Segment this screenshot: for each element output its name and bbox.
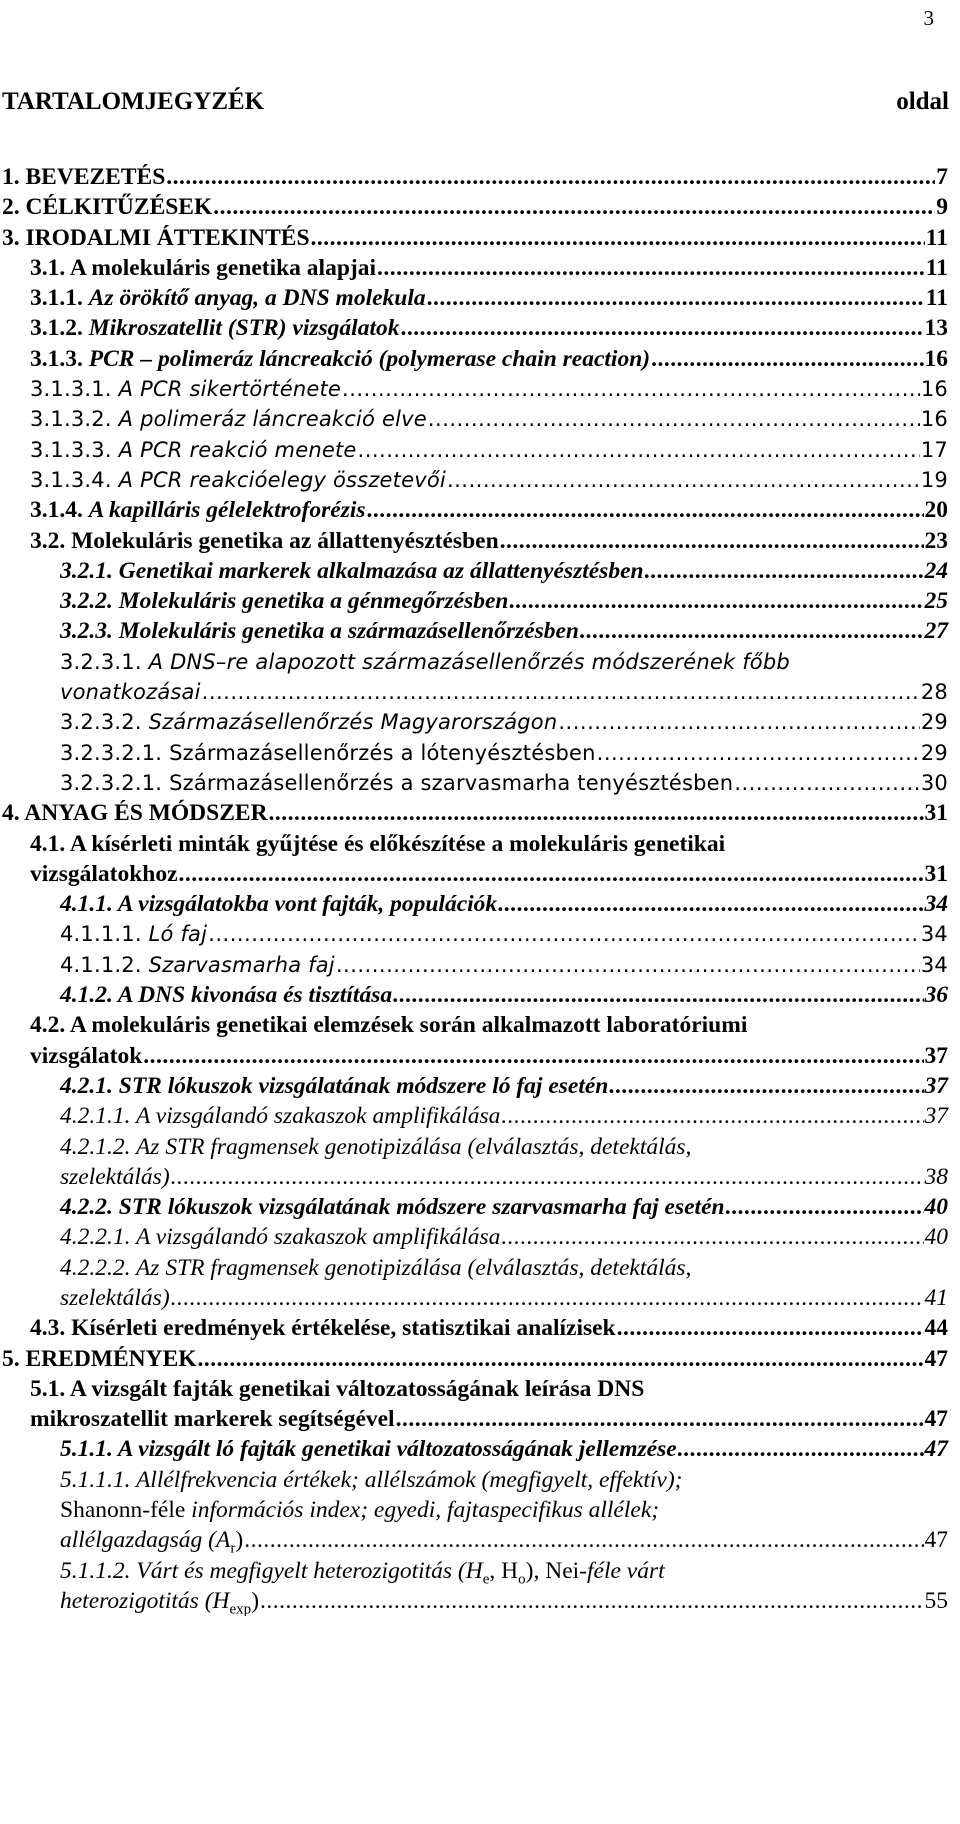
- subscript: o: [518, 1571, 526, 1588]
- toc-entry-title: Molekuláris genetika az állattenyésztésben: [71, 527, 499, 554]
- toc-entry-title: A DNS–re alapozott származásellenőrzés módszerének főbb: [148, 649, 790, 674]
- toc-entry-page: 34: [920, 952, 948, 977]
- toc-entry-title: STR lókuszok vizsgálatának módszere szarvasmarha faj esetén: [118, 1194, 725, 1221]
- symbol: , H: [489, 1557, 519, 1584]
- toc-entry-page: 47: [924, 1406, 948, 1433]
- toc-entry-title: Mikroszatellit (STR) vizsgálatok: [88, 315, 400, 342]
- toc-entry-number: 4.1.1.: [60, 891, 113, 918]
- toc-entry-title: Allélfrekvencia értékek; allélszámok (megfigyelt, effektív);: [135, 1466, 683, 1493]
- toc-entry-page: 38: [924, 1163, 948, 1190]
- toc-entry-page: 36: [924, 982, 948, 1009]
- toc-entry-title-part: információs index; egyedi, fajtaspecifikus allélek;: [191, 1497, 660, 1524]
- toc-entry-title-continued: vizsgálatokhoz: [30, 860, 178, 887]
- toc-entry-number: 5.1.: [30, 1375, 66, 1402]
- toc-entry[interactable]: [0, 556, 950, 586]
- toc-entry-number: 5.1.1.1.: [60, 1466, 131, 1493]
- toc-entry-page: 16: [924, 345, 948, 372]
- toc-entry-title: A PCR reakcióelegy összetevői: [118, 467, 446, 492]
- toc-entry-title-part: ): [251, 1587, 260, 1614]
- toc-entry[interactable]: [0, 1071, 950, 1101]
- toc-entry-number: 3.1.3.4.: [30, 467, 112, 492]
- toc-entry[interactable]: [0, 980, 950, 1010]
- toc-entry-page: 30: [920, 770, 948, 795]
- toc-entry[interactable]: [0, 798, 950, 828]
- toc-entry-title: A molekuláris genetikai elemzések során alkalmazott laboratóriumi: [69, 1012, 748, 1039]
- toc-entry-number: 3.2.2.: [60, 588, 113, 615]
- toc-entry-number: 3.2.1.: [60, 557, 113, 584]
- toc-entry[interactable]: [0, 435, 950, 465]
- toc-entry-number: 5.: [2, 1345, 20, 1372]
- toc-entry-page: 16: [920, 377, 948, 402]
- toc-entry-page: 29: [920, 740, 948, 765]
- toc-entry-page: 41: [924, 1284, 948, 1311]
- toc-entry-title: A molekuláris genetika alapjai: [69, 254, 377, 281]
- toc-entry[interactable]: [0, 1344, 950, 1374]
- toc-entry[interactable]: [0, 1434, 950, 1464]
- toc-entry-title-continued: vonatkozásai: [60, 680, 201, 705]
- toc-entry[interactable]: [0, 616, 950, 646]
- subscript: exp: [229, 1601, 252, 1617]
- toc-entry-number: 2.: [2, 194, 20, 221]
- toc-entry-number: 4.2.1.1.: [60, 1103, 131, 1130]
- toc-entry[interactable]: [0, 526, 950, 556]
- toc-entry-number: 3.: [2, 224, 20, 251]
- toc-entry-number: 4.2.1.: [60, 1072, 113, 1099]
- toc-entry-number: 4.1.2.: [60, 982, 113, 1009]
- toc-entry-title: ANYAG ÉS MÓDSZER: [24, 800, 268, 827]
- symbol: A: [216, 1527, 231, 1554]
- toc-entry[interactable]: [0, 374, 950, 404]
- toc-entry-page: 11: [925, 285, 948, 312]
- toc-entry-page: 37: [924, 1042, 948, 1069]
- toc-entry-title: EREDMÉNYEK: [25, 1345, 197, 1372]
- toc-entry-page: 11: [925, 254, 948, 281]
- toc-entry[interactable]: [0, 647, 950, 708]
- toc-entry-title: A polimeráz láncreakció elve: [118, 407, 427, 432]
- toc-entry[interactable]: [0, 1101, 950, 1131]
- toc-entry[interactable]: [0, 1253, 950, 1314]
- toc-entry-page: 17: [920, 437, 948, 462]
- toc-entry-number: 4.: [2, 800, 20, 827]
- toc-entry-title: A kapilláris gélelektroforézis: [88, 497, 366, 524]
- toc-entry-title: A PCR sikertörténete: [118, 377, 342, 402]
- toc-entry-number: 5.1.1.: [60, 1436, 113, 1463]
- subscript: e: [482, 1571, 490, 1588]
- toc-entry-page: 7: [936, 164, 948, 190]
- toc-header: [2, 88, 949, 116]
- symbol: H: [212, 1587, 230, 1614]
- toc-entry-number: 4.1.1.2.: [60, 952, 142, 977]
- toc-entry-page: 34: [924, 891, 948, 918]
- toc-entry-title: Szarvasmarha faj: [148, 952, 335, 977]
- toc-entry-title: A vizsgált fajták genetikai változatosságának leírása DNS: [69, 1375, 645, 1402]
- toc-entry-number: 4.3.: [30, 1315, 66, 1342]
- toc-entry-page: 9: [936, 194, 948, 221]
- toc-entry-title: Genetikai markerek alkalmazása az állattenyésztésben: [118, 557, 644, 584]
- page-column-label: oldal: [896, 88, 949, 115]
- toc-entry-number: 4.1.1.1.: [60, 922, 142, 947]
- subscript: r: [230, 1541, 236, 1556]
- toc-entry-page: 31: [924, 800, 948, 827]
- toc-entry-title: A vizsgálandó szakaszok amplifikálása: [135, 1103, 501, 1130]
- toc-entry-number: 3.2.3.1.: [60, 649, 142, 674]
- toc-entry-title-part: allélgazdagság (: [60, 1527, 217, 1554]
- toc-entry-number: 3.1.3.: [30, 345, 83, 372]
- toc-entry-title: Ló faj: [148, 922, 208, 947]
- toc-entry-number: 3.1.2.: [30, 315, 83, 342]
- toc-entry-title: Várt és megfigyelt heterozigotitás (: [136, 1557, 466, 1584]
- toc-entry-page: 28: [920, 680, 948, 705]
- toc-entry-title-part: Shanonn-féle: [60, 1497, 186, 1524]
- toc-entry-number: 3.2.: [30, 527, 66, 554]
- toc-entry-page: 23: [924, 527, 948, 554]
- toc-entry-title-part: ), Nei-: [525, 1557, 587, 1584]
- toc-entry[interactable]: [0, 1374, 950, 1435]
- toc-entry-title: Származásellenőrzés a lótenyésztésben: [169, 740, 596, 765]
- toc-entry-title: A vizsgálandó szakaszok amplifikálása: [135, 1224, 501, 1251]
- toc-entry[interactable]: [0, 586, 950, 616]
- toc-entry-number: 4.1.: [30, 830, 66, 857]
- toc-entry-number: 3.2.3.2.: [60, 710, 142, 735]
- toc-entry-title: Kísérleti eredmények értékelése, statisztikai analízisek: [71, 1315, 616, 1342]
- toc-entry-number: 3.1.3.3.: [30, 437, 112, 462]
- toc-entry[interactable]: [0, 162, 950, 192]
- toc-entry[interactable]: [0, 1192, 950, 1222]
- toc-entry-page: 47: [924, 1436, 948, 1463]
- toc-entry[interactable]: [0, 1313, 950, 1343]
- toc-entry-number: 4.2.2.2.: [60, 1254, 131, 1281]
- toc-entry[interactable]: [0, 1222, 950, 1252]
- toc-entry-number: 4.2.: [30, 1012, 66, 1039]
- toc-entry[interactable]: [0, 1556, 950, 1617]
- toc-entry[interactable]: [0, 707, 950, 737]
- toc-entry-number: 3.1.3.2.: [30, 407, 112, 432]
- toc-entry-number: 4.2.2.: [60, 1194, 113, 1221]
- toc-entry-title: Az örökítő anyag, a DNS molekula: [88, 285, 426, 312]
- toc-entry-number: 3.1.4.: [30, 497, 83, 524]
- toc-entry-title-part: heterozigotitás (: [60, 1587, 213, 1614]
- toc-entry[interactable]: [0, 1465, 950, 1556]
- toc-entry-number: 3.2.3.: [60, 618, 113, 645]
- toc-entry[interactable]: [0, 404, 950, 434]
- toc-entry-number: 3.2.3.2.1.: [60, 770, 163, 795]
- toc-entry[interactable]: [0, 889, 950, 919]
- toc-entry-title: IRODALMI ÁTTEKINTÉS: [25, 224, 310, 251]
- toc-entry-number: 3.1.: [30, 254, 66, 281]
- toc-entry-number: 3.1.1.: [30, 285, 83, 312]
- toc-entry-page: 16: [920, 407, 948, 432]
- toc-entry-title: Molekuláris genetika a származásellenőrzésben: [118, 618, 579, 645]
- toc-entry-page: 47: [924, 1527, 948, 1554]
- toc-entry-title: Származásellenőrzés a szarvasmarha tenyésztésben: [169, 770, 734, 795]
- toc-entry[interactable]: [0, 738, 950, 768]
- toc-entry[interactable]: [0, 919, 950, 949]
- toc-entry-page: 19: [920, 467, 948, 492]
- toc-entry[interactable]: [0, 829, 950, 890]
- toc-entry[interactable]: [0, 1132, 950, 1193]
- toc-entry[interactable]: [0, 223, 950, 253]
- toc-entry[interactable]: [0, 495, 950, 525]
- toc-entry-page: 40: [924, 1194, 948, 1221]
- toc-entry-title: A DNS kivonása és tisztítása: [117, 982, 393, 1009]
- toc-entry-title-part: féle várt: [587, 1557, 665, 1584]
- toc-entry-title: A kísérleti minták gyűjtése és előkészítése a molekuláris genetikai: [69, 830, 726, 857]
- toc-entry-page: 29: [920, 710, 948, 735]
- toc-entry-title: A PCR reakció menete: [118, 437, 357, 462]
- toc-entry-title-part: ): [235, 1527, 244, 1554]
- toc-entry-title-continued: szelektálás): [60, 1163, 170, 1190]
- toc-entry-title: PCR – polimeráz láncreakció (polymerase chain reaction): [88, 345, 651, 372]
- table-of-contents: [0, 162, 950, 1616]
- toc-entry-page: 25: [924, 588, 948, 615]
- toc-entry[interactable]: [0, 192, 950, 222]
- toc-entry-title: CÉLKITŰZÉSEK: [25, 194, 213, 221]
- toc-entry[interactable]: [0, 344, 950, 374]
- toc-title: TARTALOMJEGYZÉK: [2, 88, 265, 115]
- toc-entry[interactable]: [0, 253, 950, 283]
- toc-entry-page: 31: [924, 860, 948, 887]
- toc-entry-page: 34: [920, 922, 948, 947]
- toc-entry-page: 11: [925, 224, 948, 251]
- symbol: H: [465, 1557, 483, 1584]
- toc-entry[interactable]: [0, 283, 950, 313]
- toc-entry-title: Az STR fragmensek genotipizálása (elválasztás, detektálás,: [135, 1254, 692, 1281]
- toc-entry-page: 20: [924, 497, 948, 524]
- toc-entry-page: 37: [924, 1103, 948, 1130]
- toc-entry-number: 3.2.3.2.1.: [60, 740, 163, 765]
- toc-entry-title: Származásellenőrzés Magyarországon: [148, 710, 558, 735]
- toc-entry[interactable]: [0, 768, 950, 798]
- toc-entry-title-continued: mikroszatellit markerek segítségével: [30, 1406, 395, 1433]
- toc-entry-title: BEVEZETÉS: [25, 164, 166, 190]
- toc-entry[interactable]: [0, 950, 950, 980]
- toc-entry-title-continued: szelektálás): [60, 1284, 170, 1311]
- toc-entry-page: 24: [924, 557, 948, 584]
- toc-entry-title: Molekuláris genetika a génmegőrzésben: [118, 588, 509, 615]
- page-number: 3: [923, 6, 934, 30]
- toc-entry-number: 5.1.1.2.: [60, 1557, 131, 1584]
- toc-entry-number: 3.1.3.1.: [30, 377, 112, 402]
- toc-entry-title: Az STR fragmensek genotipizálása (elválasztás, detektálás,: [135, 1133, 692, 1160]
- toc-entry-page: 27: [924, 618, 948, 645]
- toc-entry-page: 44: [924, 1315, 948, 1342]
- toc-entry-number: 4.2.1.2.: [60, 1133, 131, 1160]
- toc-entry-title: A vizsgálatokba vont fajták, populációk: [117, 891, 498, 918]
- toc-entry[interactable]: [0, 313, 950, 343]
- toc-entry[interactable]: [0, 465, 950, 495]
- toc-entry-page: 37: [924, 1072, 948, 1099]
- toc-entry-page: 55: [924, 1587, 948, 1614]
- toc-entry-title: A vizsgált ló fajták genetikai változatosságának jellemzése: [117, 1436, 677, 1463]
- toc-entry[interactable]: [0, 1010, 950, 1071]
- toc-entry-title-continued: vizsgálatok: [30, 1042, 143, 1069]
- toc-entry-page: 47: [924, 1345, 948, 1372]
- toc-entry-number: 1.: [2, 164, 20, 190]
- toc-entry-title: STR lókuszok vizsgálatának módszere ló faj esetén: [118, 1072, 609, 1099]
- toc-entry-page: 13: [924, 315, 948, 342]
- toc-entry-page: 40: [924, 1224, 948, 1251]
- toc-entry-number: 4.2.2.1.: [60, 1224, 131, 1251]
